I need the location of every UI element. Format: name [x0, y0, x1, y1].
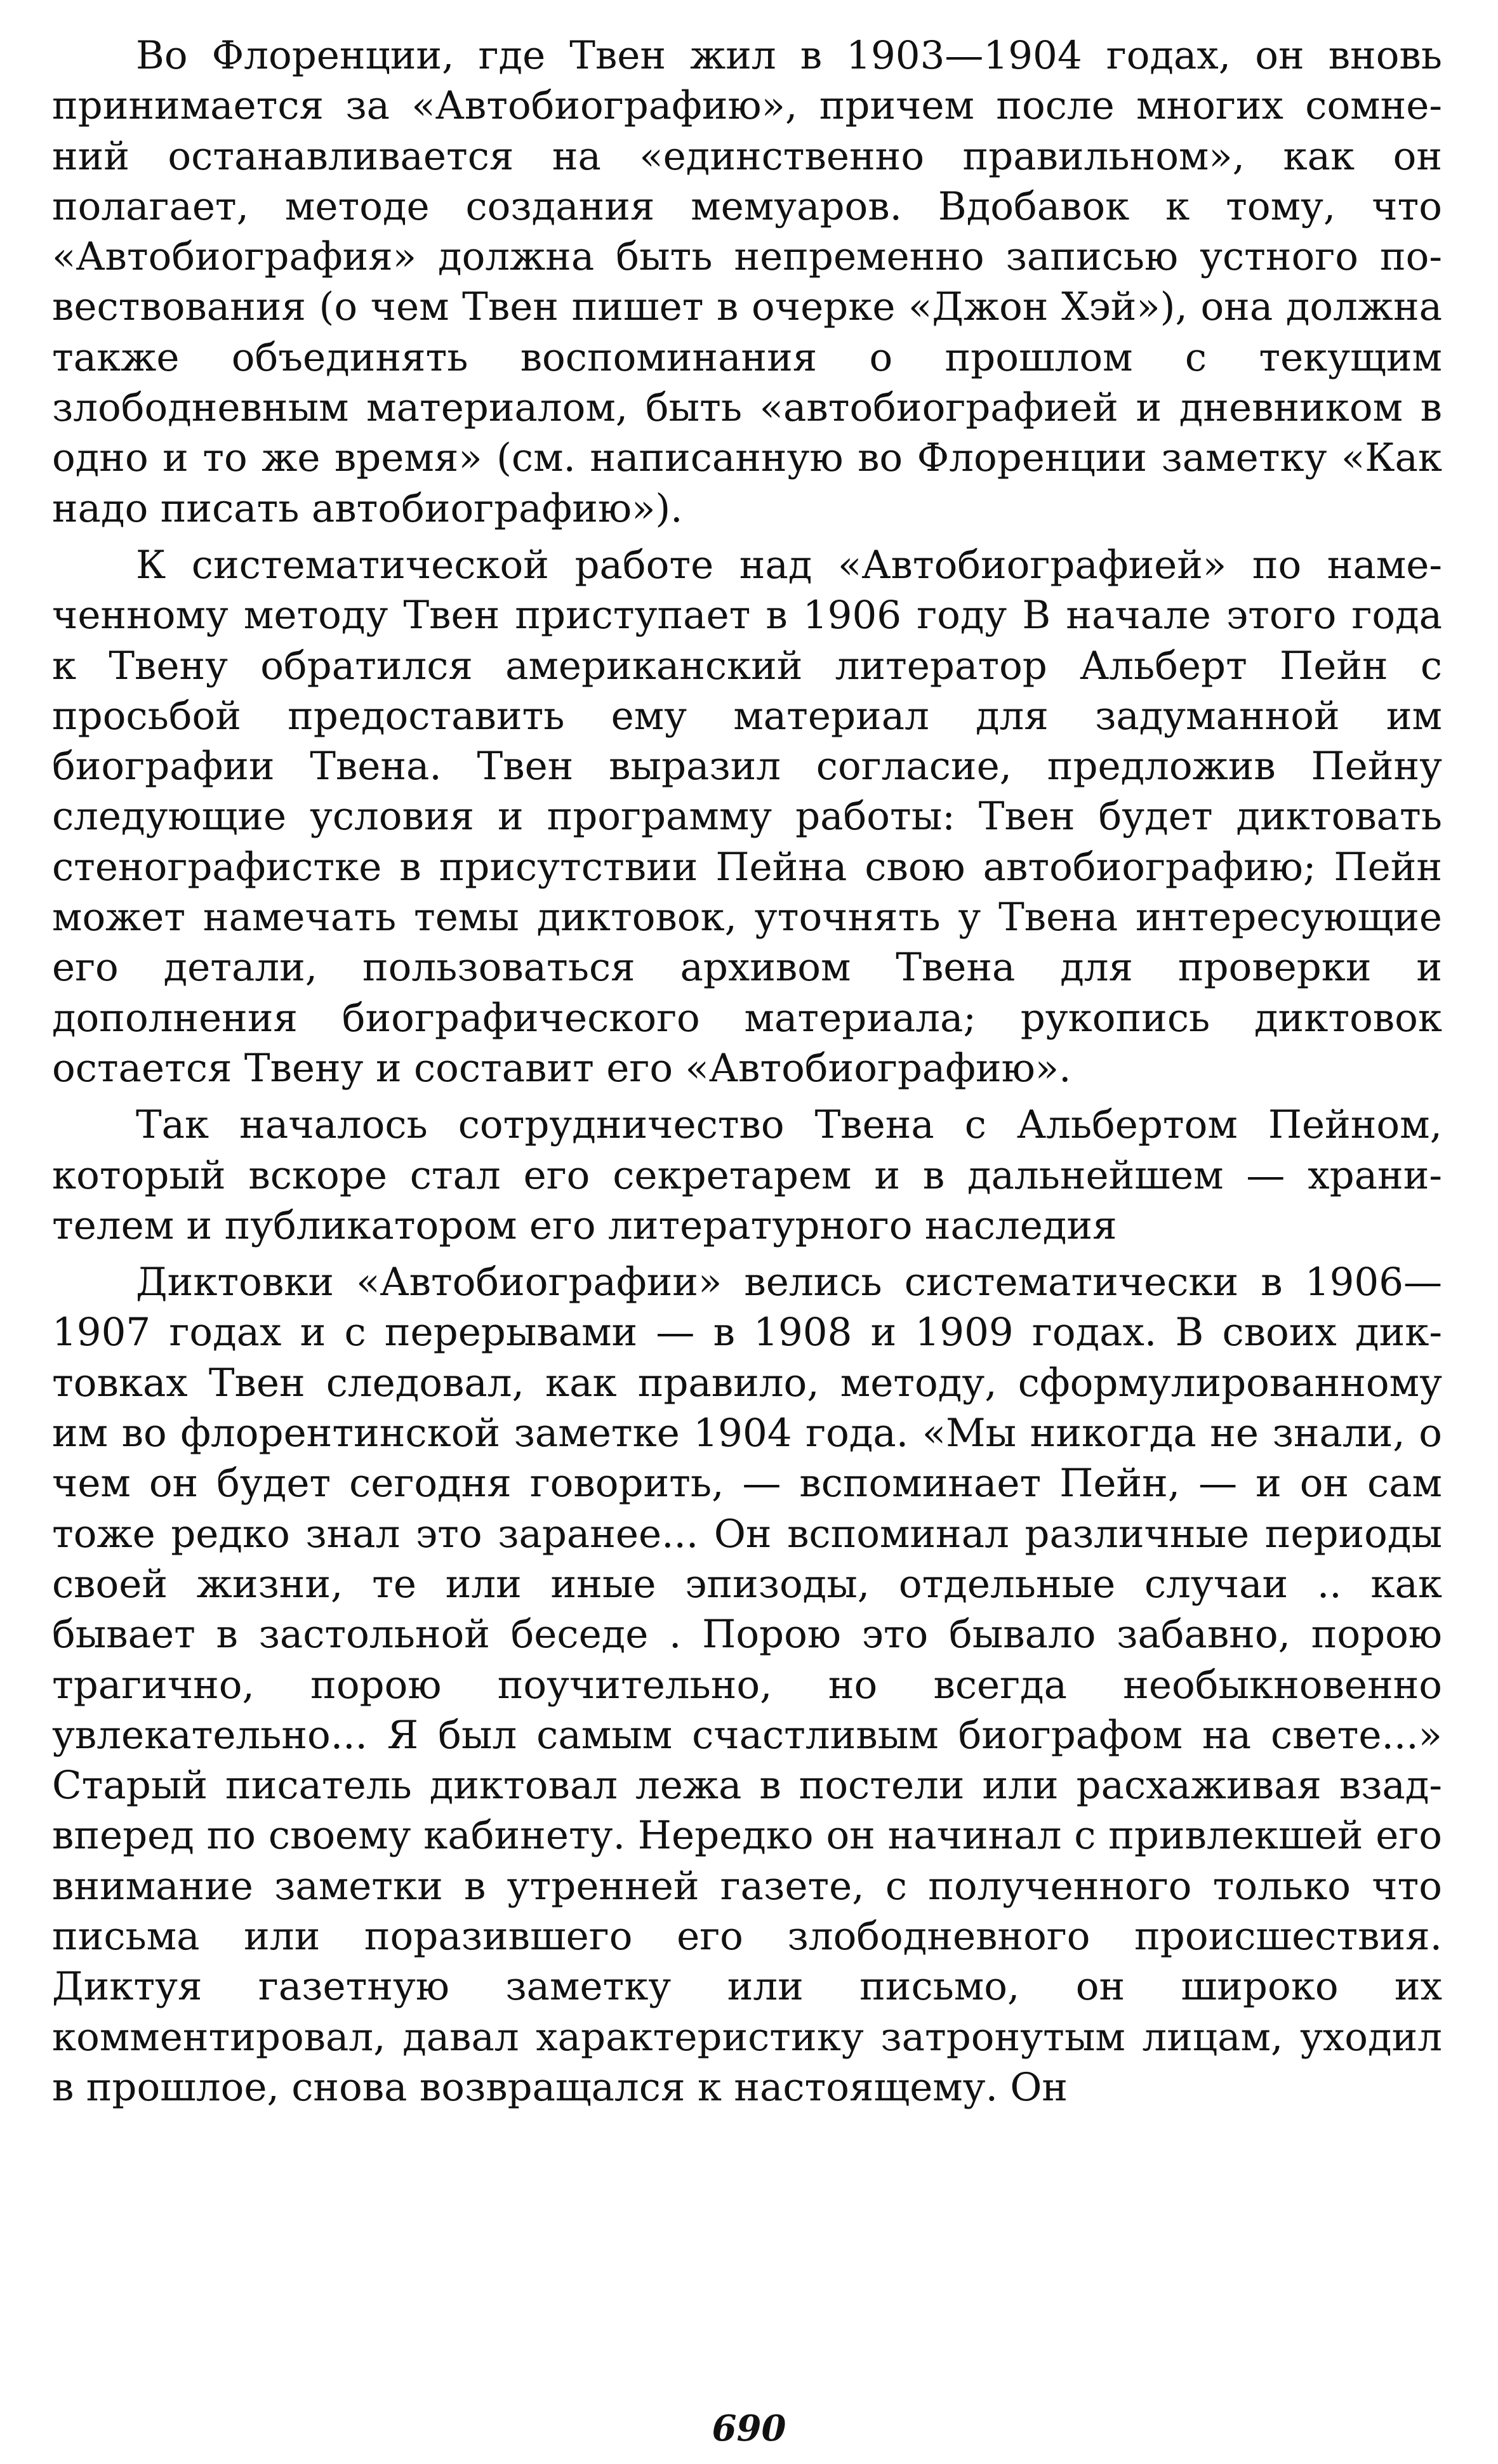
paragraph-dictations: Диктовки «Автобиографии» велись систематически в 1906— 1907 годах и с перерывами — в 1908 и 1909 годах. В своих диктовках Твен следовал, как правило, методу, сформулированному им во флорентинской заметке 1904 года. «Мы никогда не знали, о чем он будет сегодня говорить, — вспоминает Пейн, — и он сам тоже редко знал это заранее... Он вспоминал различные периоды своей жизни, те или иные эпизоды, отдельные случаи .. как бывает в застольной беседе . Порою это бывало забавно, порою трагично, порою поучительно, но всегда необыкновенно увлекательно... Я был самым счастливым биографом на свете...» Старый писатель диктовал лежа в постели или расхаживая взад-вперед по своему кабинету. Нередко он начинал с привлекшей его внимание заметки в утренней газете, с полученного только что письма или поразившего его злободневного происшествия. Диктуя газетную заметку или письмо, он широко их комментировал, давал характеристику затронутым лицам, уходил в прошлое, снова возвращался к настоящему. Он [52, 1260, 1442, 2110]
page-number: 690 [712, 2408, 786, 2449]
page-text [52, 30, 1442, 2119]
paragraph-florence: Во Флоренции, где Твен жил в 1903—1904 годах, он вновь принимается за «Автобиографию», причем после многих сомнений останавливается на «единственно правильном», как он полагает, методе создания мемуаров. Вдобавок к тому, что «Автобиография» должна быть непременно записью устного повествования (о чем Твен пишет в очерке «Джон Хэй»), она должна также объединять воспоминания о прошлом с текущим злободневным материалом, быть «автобиографией и дневником в одно и то же время» (см. написанную во Флоренции заметку «Как надо писать автобиографию»). [52, 33, 1442, 531]
paragraph-collaboration: Так началось сотрудничество Твена с Альбертом Пейном, который вскоре стал его секретарем и в дальнейшем — хранителем и публикатором его литературного наследия [52, 1102, 1442, 1248]
paragraph-systematic-work: К систематической работе над «Автобиографией» по намеченному методу Твен приступает в 1906 году В начале этого года к Твену обратился американский литератор Альберт Пейн с просьбой предоставить ему материал для задуманной им биографии Твена. Твен выразил согласие, предложив Пейну следующие условия и программу работы: Твен будет диктовать стенографистке в присутствии Пейна свою автобиографию; Пейн может намечать темы диктовок, уточнять у Твена интересующие его детали, пользоваться архивом Твена для проверки и дополнения биографического материала; рукопись диктовок остается Твену и составит его «Автобиографию». [52, 542, 1442, 1091]
